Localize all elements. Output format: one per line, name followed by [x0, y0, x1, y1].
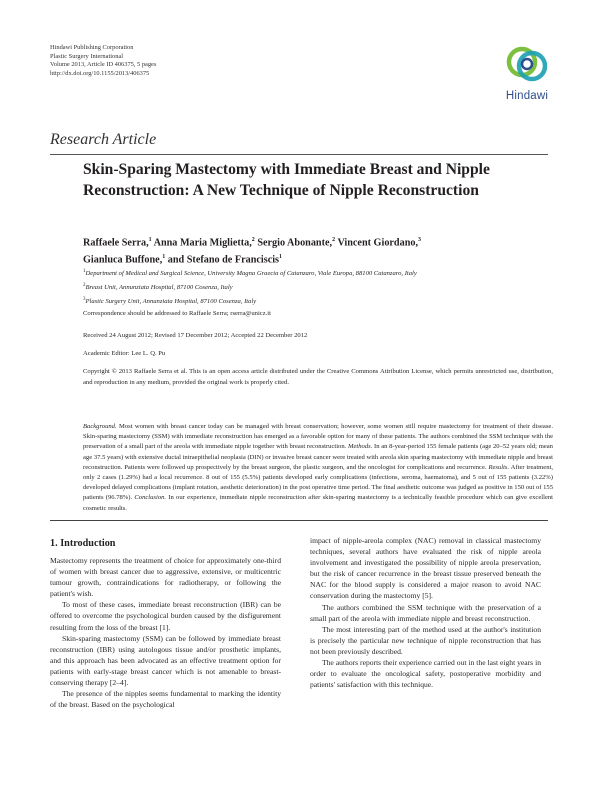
author-list [83, 233, 543, 268]
section-heading: 1. Introduction [50, 538, 116, 549]
publisher-name: Hindawi Publishing Corporation [50, 44, 134, 51]
article-type: Research Article [50, 131, 157, 148]
author-affil: 1 [279, 254, 283, 261]
paragraph: Mastectomy represents the treatment of choice for approximately one-third of women with breast cancer due to aggressive, extensive, or multicentric tumour growth, contraindications for radiotherapy, or following the patient's wish. [50, 556, 281, 599]
affiliation [83, 280, 543, 294]
received-dates: Received 24 August 2012; Revised 17 December 2012; Accepted 22 December 2012 [83, 332, 308, 339]
paragraph: Skin-sparing mastectomy (SSM) can be followed by immediate breast reconstruction (IBR) using autologous tissue and/or prosthetic implants, and this approach has been advocated as an effective treatment option for patients with early-stage breast cancer which is not amenable to breast-conserving therapy [2–4]. [50, 633, 281, 688]
affil-text: Breast Unit, Annunziata Hospital, 87100 Cosenza, Italy [85, 283, 233, 291]
author-affil: 1 [162, 254, 166, 261]
affiliations [83, 266, 543, 307]
abstract-results: After treatment, only 2 cases (1.29%) had a local recurrence. 8 out of 155 (5.5%) patients developed early complications (infections, seroma, haematoma), and 5 out of 155 patients (3.22%) developed delayed complications (implant rotation, aesthetic deterioration) in the post operative time period. The final aesthetic outcome was judged as positive in 150 out of 155 patients (96.78%). [83, 463, 553, 502]
author-name: Anna Maria Miglietta, [153, 237, 252, 249]
paper-title: Skin-Sparing Mastectomy with Immediate Breast and Nipple Reconstruction: A New Technique of Nipple Reconstruction [83, 161, 490, 199]
abstract-background-label: Background. [83, 423, 117, 430]
affil-number: 3 [83, 296, 86, 302]
abstract-conclusion: In our experience, immediate nipple reconstruction after skin-sparing mastectomy is a technically feasible procedure which can give excellent cosmetic results. [83, 494, 553, 512]
abstract-results-label: Results. [488, 463, 510, 471]
paragraph: The authors combined the SSM technique with the preservation of a small part of the areola with immediate nipple and breast reconstruction. [310, 602, 541, 623]
abstract-methods-label: Methods. [347, 443, 373, 451]
author-affil: 2 [332, 237, 336, 243]
correspondence: Correspondence should be addressed to Raffaele Serra; rserra@unicz.it [83, 310, 271, 317]
hindawi-rings-icon [497, 40, 557, 88]
author-name: Vincent Giordano, [337, 237, 418, 249]
author-name: Gianluca Buffone, [83, 254, 163, 266]
author-affil: 2 [251, 237, 255, 243]
author-name: Raffaele Serra, [83, 237, 149, 249]
author-affil: 1 [148, 237, 152, 243]
copyright-notice: Copyright © 2013 Raffaele Serra et al. This is an open access article distributed under the Creative Commons Attribution License, which permits unrestricted use, distribution, and reproduction in any medium, provided the original work is properly cited. [83, 368, 553, 386]
abstract [83, 422, 553, 514]
affil-text: Plastic Surgery Unit, Annunziata Hospital, 87100 Cosenza, Italy [85, 297, 257, 305]
left-column [50, 555, 281, 710]
academic-editor: Academic Editor: Lee L. Q. Pu [83, 350, 166, 357]
header-divider [50, 154, 548, 155]
right-column [310, 535, 541, 690]
author-name: and Stefano de Franciscis [167, 254, 280, 266]
affil-number: 2 [83, 282, 86, 288]
publication-info [50, 44, 156, 78]
abstract-divider [50, 520, 548, 521]
affiliation [83, 266, 543, 280]
abstract-conclusion-label: Conclusion. [134, 494, 167, 502]
paragraph: To most of these cases, immediate breast reconstruction (IBR) can be offered to overcome the psychological burden caused by the disfigurement resulting from the loss of the breast [1]. [50, 600, 281, 632]
doi-link[interactable]: http://dx.doi.org/10.1155/2013/406375 [50, 69, 150, 77]
hindawi-logo [497, 40, 557, 106]
paragraph: The presence of the nipples seems fundamental to marking the identity of the breast. Based on the psychological [50, 689, 281, 710]
paragraph: The most interesting part of the method used at the author's institution is precisely the particular new technique of nipple reconstruction that has not been previously described. [310, 624, 541, 656]
author-name: Sergio Abonante, [257, 237, 333, 249]
affiliation [83, 294, 543, 308]
abstract-background: Most women with breast cancer today can be managed with breast conservation; however, some women still require mastectomy for treatment of their disease. Skin-sparing mastectomy (SSM) with immediate reconstruction has emerged as a favorable option for many of these patients. The authors combined the SSM technique with the preservation of a small part of the areola with immediate nipple together with breast reconstruction. [83, 423, 553, 451]
journal-name: Plastic Surgery International [50, 52, 124, 60]
volume-info: Volume 2013, Article ID 406375, 5 pages [50, 61, 157, 69]
affil-text: Department of Medical and Surgical Science, University Magna Graecia of Catanzaro, Viale Europa, 88100 Catanzaro, Italy [85, 270, 417, 278]
logo-text: Hindawi [505, 90, 549, 102]
affil-number: 1 [83, 269, 86, 274]
paragraph: impact of nipple-areola complex (NAC) removal in classical mastectomy techniques, several authors have evaluated the risk of nipple areola involvement and investigated the possibility of nipple areola preservation, but the risk of cancer recurrence in the breast tissue preserved beneath the NAC for the blood supply is considered a major reason to avoid NAC conservation during the mastectomy [5]. [310, 536, 541, 601]
paragraph: The authors reports their experience carried out in the last eight years in order to evaluate the oncological safety, postoperative morbidity and patients' satisfaction with this technique. [310, 658, 541, 690]
author-affil: 3 [418, 237, 421, 243]
abstract-methods: In an 8-year-period 155 female patients (age 20–52 years old; mean age 37.5 years) with extensive ductal intraepithelial neoplasia (DIN) or invasive breast cancer were treated with areola skin sparing mastectomy with immediate nipple and breast reconstruction. Patients were followed up prospectively by the breast surgeon, the plastic surgeon, and the oncologist for complications and recurrence. [83, 443, 553, 471]
